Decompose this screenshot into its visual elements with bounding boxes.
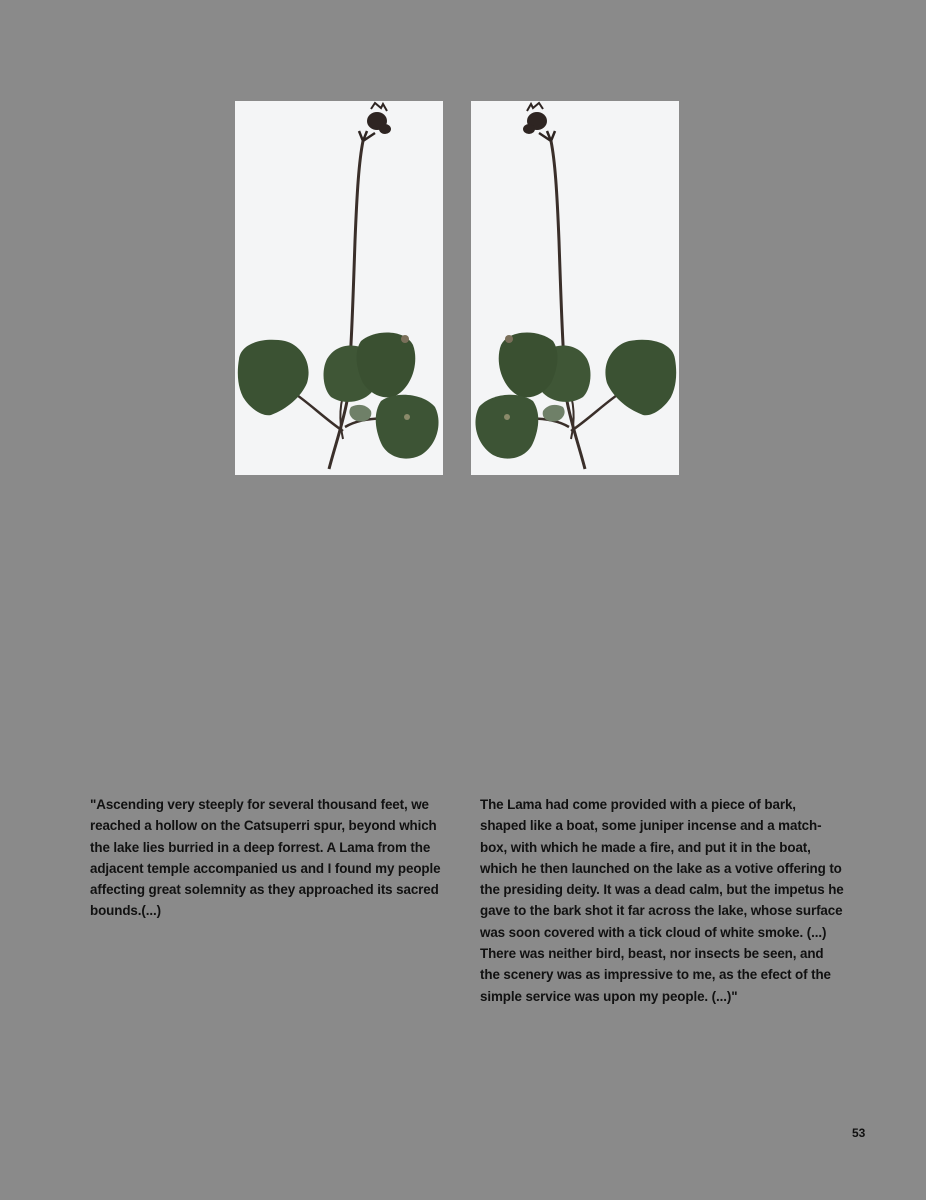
specimen-image-right [471, 101, 679, 475]
text-column-left: "Ascending very steeply for several thousand feet, we reached a hollow on the Catsuperri spur, beyond which the lake lies burried in a deep forrest. A Lama from the adjacent temple accompanied us and I found my people affecting great solemnity as they approached its sacred bounds.(...) [90, 797, 441, 919]
specimen-image-left [235, 101, 443, 475]
page-number: 53 [852, 1126, 866, 1140]
pressed-plant-specimen-icon [235, 101, 443, 475]
pressed-plant-specimen-mirrored-icon [471, 101, 679, 475]
text-column-right: The Lama had come provided with a piece of bark, shaped like a boat, some juniper incense and a match-box, with which he made a fire, and put it in the boat, which he then launched on the lake as a votive offering to the presiding deity. It was a dead calm, but the impetus he gave to the bark shot it far across the lake, whose surface was soon covered with a tick cloud of white smoke. (...) There was neither bird, beast, nor insects be seen, and the scenery was as impressive to me, as the efect of the simple service was upon my people. (...)" [480, 797, 844, 1004]
